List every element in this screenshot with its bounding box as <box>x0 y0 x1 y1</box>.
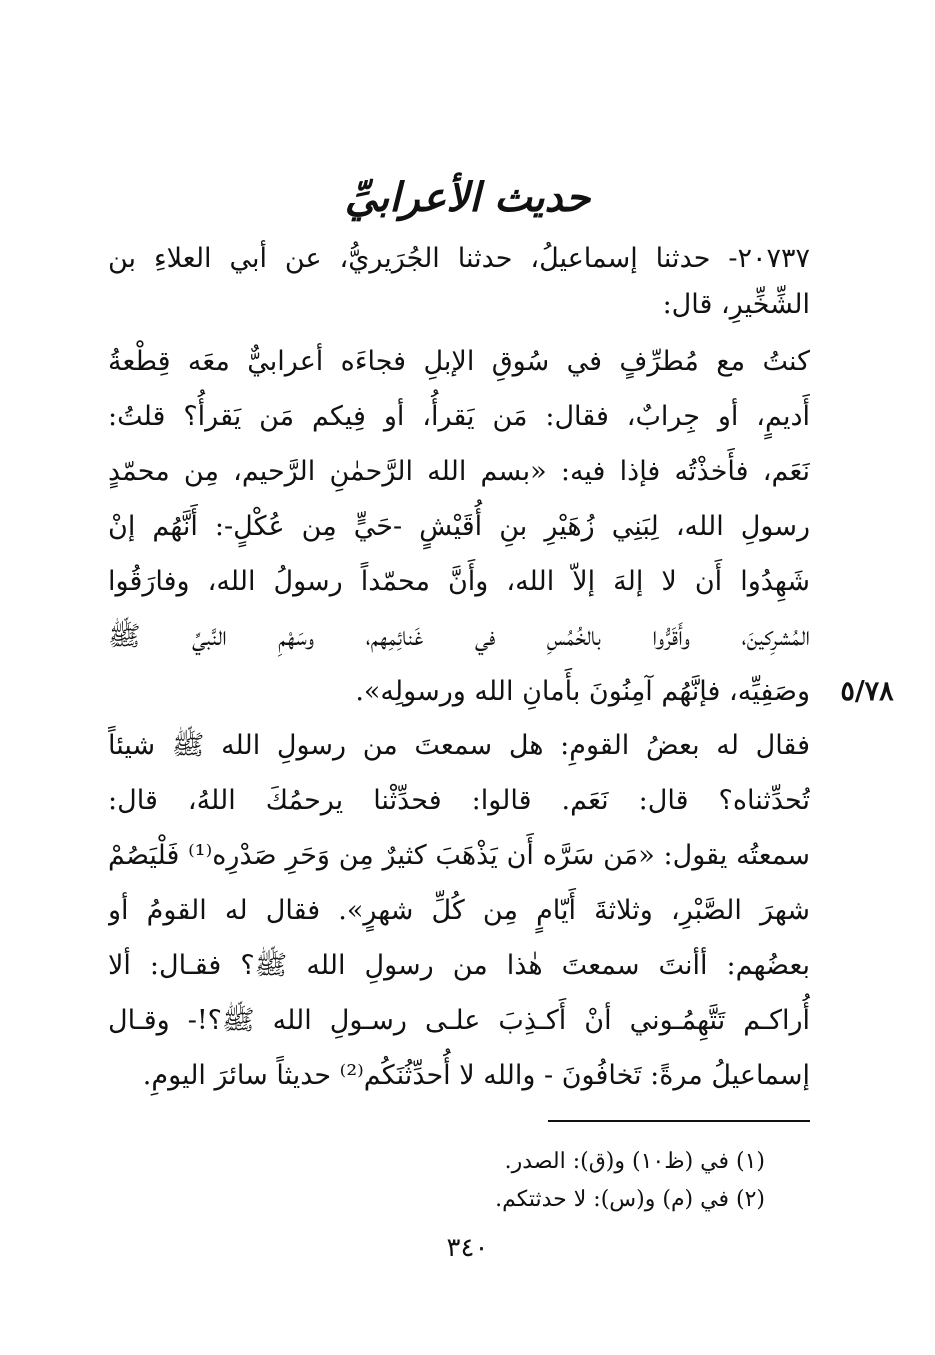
text-line: سمعتُه يقول: «مَن سَرَّه أَن يَذْهَبَ كثيرٌ مِن وَحَرِ صَدْرِه⁽¹⁾ فَلْيَصُمْ <box>108 840 810 871</box>
hadith-paragraph-2 <box>108 718 810 1103</box>
text-line: شهرَ الصَّبْرِ، وثلاثةَ أَيّامٍ مِن كُلِّ شهرٍ». فقال له القومُ أو <box>108 895 810 926</box>
page-number: ٣٤٠ <box>446 1233 489 1263</box>
text-line: ٢٠٧٣٧- حدثنا إسماعيلُ، حدثنا الجُرَيريُّ، عن أبي العلاءِ بن <box>108 243 810 274</box>
text-line: شَهِدُوا أَن لا إلهَ إلاّ الله، وأَنَّ محمّداً رسولُ الله، وفارَقُوا <box>108 566 810 597</box>
footnotes <box>245 1143 765 1219</box>
text-line: كنتُ مع مُطرِّفٍ في سُوقِ الإبلِ فجاءَه أعرابيٌّ معَه قِطْعةُ <box>108 346 810 377</box>
text-line: أُراكـم تَتَّهِمُـوني أنْ أَكـذِبَ علـى رسـولِ الله ﷺ؟!- وقـال <box>108 1005 810 1036</box>
text-line: تُحدِّثناه؟ قال: نَعَم. قالوا: فحدِّثْنا يرحمُكَ اللهُ، قال: <box>108 785 810 816</box>
text-line: رسولِ الله، لِبَنِي زُهَيْرِ بنِ أُقَيْشٍ -حَيٍّ مِن عُكْلٍ-: أَنَّهُم إنْ <box>108 511 810 542</box>
text-line: نَعَم، فأَخذْتُه فإذا فيه: «بسم الله الرَّحمٰنِ الرَّحيم، مِن محمّدٍ <box>108 456 810 487</box>
margin-reference: ٥/٧٨ <box>840 676 894 707</box>
isnad-paragraph <box>108 236 810 328</box>
text-line: المُشرِكينَ، وأَقَرُّوا بالخُمُسِ في غَنائِمِهم، وسَهْمِ النَّبيِّ ﷺ <box>108 621 810 652</box>
footnote-2: (٢) في (م) و(س): لا حدثتكم. <box>495 1187 765 1212</box>
text-line: الشِّخِّيرِ، قال: <box>662 289 810 320</box>
text-line: إسماعيلُ مرةً: تَخافُونَ - والله لا أُحدِّثُنَكُم⁽²⁾ حديثاً سائرَ اليومِ. <box>142 1060 810 1091</box>
text-line: وصَفِيِّه، فإنَّهُم آمِنُونَ بأَمانِ الله ورسولِه». <box>355 676 810 707</box>
text-line: بعضُهم: أأنتَ سمعتَ هٰذا من رسولِ الله ﷺ؟ فقـال: ألا <box>108 950 810 981</box>
footnote-1: (١) في (ظ١٠) و(ق): الصدر. <box>504 1149 765 1174</box>
footnote-divider <box>548 1120 810 1122</box>
chapter-title: حديث الأعرابيِّ <box>344 174 591 221</box>
text-line: أَديمٍ، أو جِرابٌ، فقال: مَن يَقرأُ، أو فِيكم مَن يَقرأُ؟ قلتُ: <box>108 401 810 432</box>
hadith-paragraph-1 <box>108 334 810 719</box>
text-line: فقال له بعضُ القومِ: هل سمعتَ من رسولِ الله ﷺ شيئاً <box>108 730 810 761</box>
